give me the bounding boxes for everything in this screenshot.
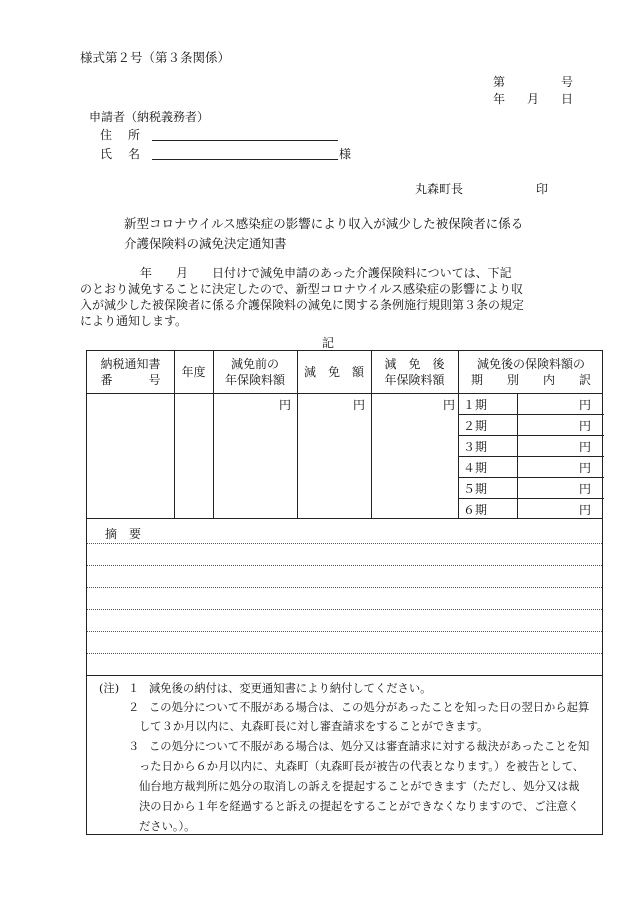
header-after-line-2: 年保険料額 [384, 373, 445, 387]
body-line-4: により通知します。 [80, 314, 188, 328]
period-label: ５期 [463, 482, 488, 496]
memo-label: 摘 要 [105, 527, 142, 541]
reduction-table [86, 350, 603, 835]
period-label: ２期 [463, 419, 488, 433]
date-year: 年 [493, 92, 506, 106]
header-notice-number-line-2: 番 号 [100, 373, 161, 387]
header-reduction-amount: 減 免 額 [303, 365, 364, 379]
honorific: 様 [339, 147, 352, 161]
reduction-amount-yen: 円 [353, 398, 366, 412]
number-suffix: 号 [560, 75, 573, 89]
note-2-line-1: この処分について不服がある場合は、この処分があったことを知った日の翌日から起算 [149, 701, 590, 714]
date-month: 月 [526, 92, 539, 106]
note-3-line-4: 決の日から１年を経過すると訴えの提起をすることができなくなりますので、ご注意く [139, 800, 580, 813]
memo-line [87, 653, 602, 654]
body-line-3: 入が減少した被保険者に係る介護保険料の減免に関する条例施行規則第３条の規定 [80, 298, 525, 312]
body-line-1: 年 月 日付けで減免申請のあった介護保険料については、下記 [80, 266, 512, 280]
after-amount-yen: 円 [443, 398, 456, 412]
form-number: 様式第２号（第３条関係） [80, 50, 231, 65]
note-3-line-5: ださい。）。 [139, 820, 196, 833]
header-fiscal-year: 年度 [181, 365, 206, 379]
issue-date [493, 90, 573, 107]
body-line-2: のとおり減免することに決定したので、新型コロナウイルス感染症の影響により収 [80, 282, 524, 296]
address-field[interactable] [152, 140, 338, 141]
notes-label: (注) [99, 682, 120, 695]
document-title-line-2: 介護保険料の減免決定通知書 [124, 236, 287, 251]
memo-line [87, 565, 602, 566]
header-after-reduction [371, 356, 458, 388]
period-yen: 円 [579, 419, 592, 433]
name-label [100, 145, 140, 162]
period-label: ６期 [463, 503, 488, 517]
period-yen: 円 [579, 461, 592, 475]
header-before-line-2: 年保険料額 [224, 373, 285, 387]
header-before-reduction [213, 356, 297, 388]
period-yen: 円 [579, 503, 592, 517]
name-field[interactable] [152, 159, 338, 160]
note-3-line-1: この処分について不服がある場合は、処分又は審査請求に対する裁決があったことを知 [149, 740, 590, 753]
header-period-breakdown [458, 356, 604, 388]
note-3-line-3: 仙台地方裁判所に処分の取消しの訴えを提起することができます（ただし、処分又は裁 [139, 780, 580, 793]
date-day: 日 [560, 92, 573, 106]
name-label-char-1: 氏 [100, 147, 113, 161]
note-3-number: ３ [128, 740, 140, 753]
before-amount-yen: 円 [279, 398, 292, 412]
body-text [80, 265, 580, 329]
header-breakdown-line-1: 減免後の保険料額の [476, 357, 585, 371]
header-breakdown-line-2: 期 別 内 訳 [470, 373, 591, 387]
document-title-line-1: 新型コロナウイルス感染症の影響により収入が減少した被保険者に係る [124, 216, 524, 231]
seal-mark: 印 [536, 182, 549, 196]
document-number [493, 73, 573, 90]
memo-line [87, 587, 602, 588]
period-label: ４期 [463, 461, 488, 475]
header-before-line-1: 減免前の [230, 357, 279, 371]
header-notice-number [87, 356, 174, 388]
applicant-label: 申請者（納税義務者） [89, 110, 210, 124]
period-yen: 円 [579, 398, 592, 412]
note-3-line-2: った日から６か月以内に、丸森町（丸森町長が被告の代表となります。）を被告として、 [139, 760, 585, 773]
period-yen: 円 [579, 440, 592, 454]
header-after-line-1: 減 免 後 [384, 357, 445, 371]
address-label-char-2: 所 [127, 128, 140, 142]
period-label: １期 [463, 398, 488, 412]
memo-line [87, 609, 602, 610]
note-1-text: 減免後の納付は、変更通知書により納付してください。 [149, 682, 432, 695]
name-label-char-2: 名 [127, 147, 140, 161]
note-2-number: ２ [128, 701, 140, 714]
note-1-number: １ [128, 682, 140, 695]
header-notice-number-line-1: 納税通知書 [100, 357, 161, 371]
address-label [100, 126, 140, 143]
memo-line [87, 631, 602, 632]
number-prefix: 第 [493, 75, 506, 89]
period-label: ３期 [463, 440, 488, 454]
memo-line [87, 543, 602, 544]
period-yen: 円 [579, 482, 592, 496]
mayor-label: 丸森町長 [415, 182, 464, 196]
ki-heading: 記 [322, 336, 335, 350]
address-label-char-1: 住 [100, 128, 113, 142]
note-2-line-2: して３か月以内に、丸森町長に対し審査請求をすることができます。 [139, 720, 489, 733]
